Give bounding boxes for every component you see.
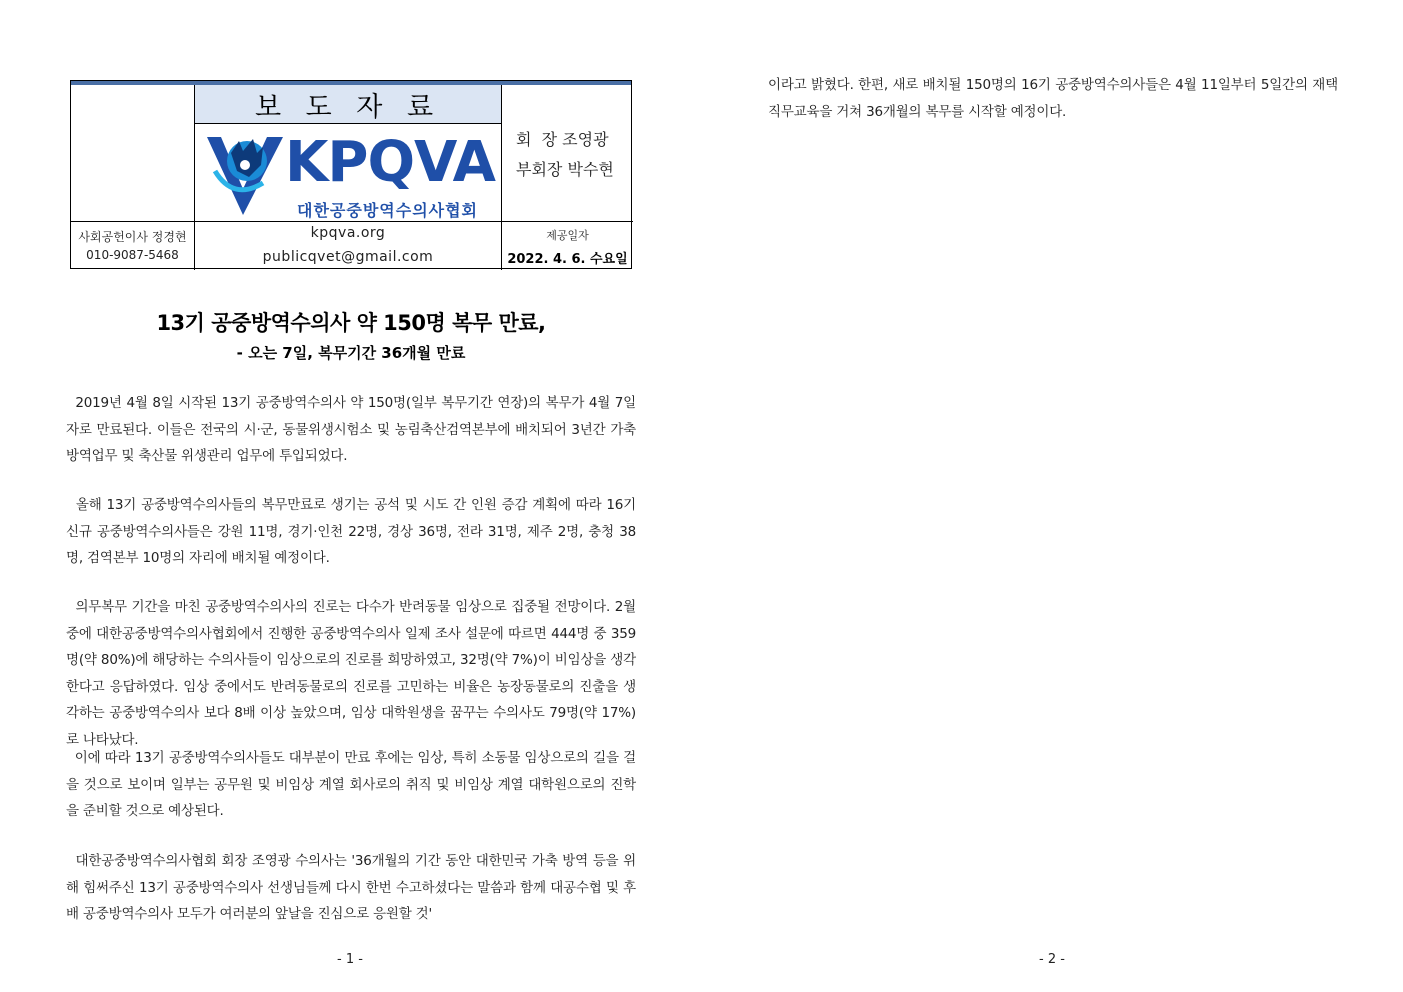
header-empty-cell bbox=[71, 85, 195, 222]
contact-phone: 010-9087-5468 bbox=[86, 248, 179, 262]
date-label: 제공일자 bbox=[546, 229, 589, 242]
article-subhead: - 오는 7일, 복무기간 36개월 만료 bbox=[236, 344, 466, 362]
paragraph-2: 올해 13기 공중방역수의사들의 복무만료로 생기는 공석 및 시도 간 인원 증감 계획에 따라 16기 신규 공중방역수의사들은 강원 11명, 경기·인천 22명, 경상 36명, 전라 31명, 제주 2명, 충청 38명, 검역본부 10명의 자리에 배치될 예정이다. bbox=[66, 497, 641, 566]
date-cell bbox=[502, 222, 633, 270]
date-value: 2022. 4. 6. 수요일 bbox=[507, 252, 628, 267]
article-headline: 13기 공중방역수의사 약 150명 복무 만료, bbox=[156, 311, 546, 335]
paragraph-3: 의무복무 기간을 마친 공중방역수의사의 진로는 다수가 반려동물 임상으로 집중될 전망이다. 2월 중에 대한공중방역수의사협회에서 진행한 공중방역수의사 일제 조사 설문에 따르면 444명 중 359명(약 80%)에 해당하는 수의사들이 임상으로의 진로를 희망하였고, 32명(약 7%)이 비임상을 생각한다고 응답하였다. 임상 중에서도 반려동물로의 진로를 고민하는 비율은 농장동물로의 진출을 생각하는 공중방역수의사 보다 8배 이상 높았으며, 임상 대학원생을 꿈꾸는 수의사도 79명(약 17%)로 나타났다. bbox=[66, 599, 641, 748]
logo-association-name: 대한공중방역수의사협회 bbox=[297, 201, 479, 220]
page-1 bbox=[0, 0, 700, 992]
kpqva-logo bbox=[195, 123, 501, 221]
page-2 bbox=[702, 0, 1402, 992]
officer-president: 회 장 조영광 bbox=[516, 130, 609, 149]
press-release-title: 보 도 자 료 bbox=[195, 85, 501, 124]
paragraph-1: 2019년 4월 8일 시작된 13기 공중방역수의사 약 150명(일부 복무기간 연장)의 복무가 4월 7일 자로 만료된다. 이들은 전국의 시·군, 동물위생시험소 및 농림축산검역본부에 배치되어 3년간 가축방역업무 및 축산물 위생관리 업무에 투입되었다. bbox=[66, 395, 641, 464]
logo-wordmark: KPQVA bbox=[285, 130, 495, 195]
press-release-header bbox=[70, 80, 632, 269]
contact-cell bbox=[71, 222, 195, 270]
header-title-cell bbox=[195, 85, 502, 222]
officers-cell bbox=[502, 85, 633, 222]
page-number-1: - 1 - bbox=[337, 952, 363, 967]
website-link[interactable]: kpqva.org bbox=[310, 225, 386, 241]
email-link[interactable]: publicqvet@gmail.com bbox=[262, 249, 434, 265]
paragraph-4: 이에 따라 13기 공중방역수의사들도 대부분이 만료 후에는 임상, 특히 소동물 임상으로의 길을 걸을 것으로 보이며 일부는 공무원 및 비임상 계열 회사로의 취직 및 비임상 계열 대학원으로의 진학을 준비할 것으로 예상된다. bbox=[66, 750, 637, 819]
officer-vice-president: 부회장 박수현 bbox=[516, 160, 614, 179]
veterinary-shield-icon bbox=[203, 131, 287, 217]
web-contact-cell bbox=[195, 222, 502, 270]
page-number-2: - 2 - bbox=[1039, 952, 1065, 967]
page-2-paragraph: 이라고 밝혔다. 한편, 새로 배치될 150명의 16기 공중방역수의사들은 4월 11일부터 5일간의 재택 직무교육을 거쳐 36개월의 복무를 시작할 예정이다. bbox=[768, 77, 1338, 120]
contact-name: 사회공헌이사 정경현 bbox=[78, 230, 187, 244]
paragraph-5: 대한공중방역수의사협회 회장 조영광 수의사는 '36개월의 기간 동안 대한민국 가축 방역 등을 위해 힘써주신 13기 공중방역수의사 선생님들께 다시 한번 수고하셨다는 말씀과 함께 대공수협 및 후배 공중방역수의사 모두가 여러분의 앞날을 진심으로 응원할 것' bbox=[66, 853, 636, 922]
